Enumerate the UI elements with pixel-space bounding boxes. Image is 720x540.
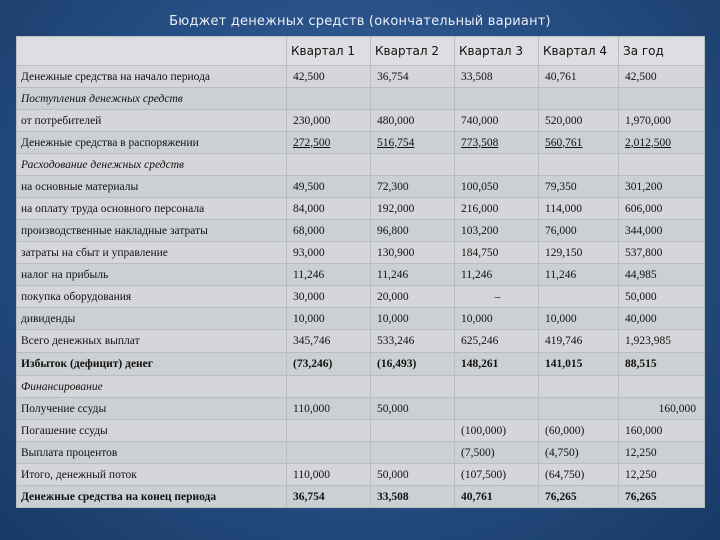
cell-q1: 49,500 bbox=[287, 176, 371, 198]
cell-q1: 230,000 bbox=[287, 110, 371, 132]
row-label: затраты на сбыт и управление bbox=[17, 242, 287, 264]
cell-q1: 110,000 bbox=[287, 398, 371, 420]
row-label: на основные материалы bbox=[17, 176, 287, 198]
cell-q4: 114,000 bbox=[539, 198, 619, 220]
row-label: Денежные средства на конец периода bbox=[17, 486, 287, 508]
cell-q4: 76,265 bbox=[539, 486, 619, 508]
row-spending-header bbox=[17, 154, 705, 176]
cell-q3: 184,750 bbox=[455, 242, 539, 264]
cell-q2: 130,900 bbox=[371, 242, 455, 264]
cell-q4: 79,350 bbox=[539, 176, 619, 198]
cell-year: 88,515 bbox=[619, 353, 705, 376]
cell-year: 160,000 bbox=[619, 398, 705, 420]
cell-q2: 192,000 bbox=[371, 198, 455, 220]
cell-q2: 10,000 bbox=[371, 308, 455, 330]
cell-q3: 103,200 bbox=[455, 220, 539, 242]
cell-q4: 419,746 bbox=[539, 330, 619, 353]
row-dividends bbox=[17, 308, 705, 330]
row-label: Итого, денежный поток bbox=[17, 464, 287, 486]
cell-q4: 141,015 bbox=[539, 353, 619, 376]
row-financing-header bbox=[17, 376, 705, 398]
row-receipts-header bbox=[17, 88, 705, 110]
cell-q1: 272,500 bbox=[287, 132, 371, 154]
cell-q3: 148,261 bbox=[455, 353, 539, 376]
cell-q2 bbox=[371, 420, 455, 442]
cell-q3 bbox=[455, 398, 539, 420]
row-surplus bbox=[17, 353, 705, 376]
cell-year: 40,000 bbox=[619, 308, 705, 330]
row-label: Получение ссуды bbox=[17, 398, 287, 420]
column-header-year: За год bbox=[619, 37, 705, 66]
row-repayment bbox=[17, 420, 705, 442]
cell-q1: 93,000 bbox=[287, 242, 371, 264]
row-label: Всего денежных выплат bbox=[17, 330, 287, 353]
cell-year: 1,923,985 bbox=[619, 330, 705, 353]
cell-q4: 10,000 bbox=[539, 308, 619, 330]
cell-q4: (60,000) bbox=[539, 420, 619, 442]
cell-year: 76,265 bbox=[619, 486, 705, 508]
cell-q4: (4,750) bbox=[539, 442, 619, 464]
cell-q1: 84,000 bbox=[287, 198, 371, 220]
cell-q4 bbox=[539, 398, 619, 420]
row-end-cash bbox=[17, 486, 705, 508]
section-label: Расходование денежных средств bbox=[17, 154, 287, 176]
row-overhead bbox=[17, 220, 705, 242]
cell-q2: 20,000 bbox=[371, 286, 455, 308]
section-label: Поступления денежных средств bbox=[17, 88, 287, 110]
cell-q1: 10,000 bbox=[287, 308, 371, 330]
cell-year: 301,200 bbox=[619, 176, 705, 198]
cell-q1 bbox=[287, 420, 371, 442]
cell-q3: – bbox=[455, 286, 539, 308]
cell-q4: 40,761 bbox=[539, 66, 619, 88]
cell-q1 bbox=[287, 442, 371, 464]
column-header-q2: Квартал 2 bbox=[371, 37, 455, 66]
cell-q2: 96,800 bbox=[371, 220, 455, 242]
row-interest bbox=[17, 442, 705, 464]
cell-q2: 50,000 bbox=[371, 398, 455, 420]
row-loan bbox=[17, 398, 705, 420]
column-header-q1: Квартал 1 bbox=[287, 37, 371, 66]
cell-q3: 216,000 bbox=[455, 198, 539, 220]
cell-q2: 533,246 bbox=[371, 330, 455, 353]
cell-q2: 72,300 bbox=[371, 176, 455, 198]
row-net-flow bbox=[17, 464, 705, 486]
row-label: Выплата процентов bbox=[17, 442, 287, 464]
cell-q1: (73,246) bbox=[287, 353, 371, 376]
cell-q1: 68,000 bbox=[287, 220, 371, 242]
header-blank-cell bbox=[17, 37, 287, 66]
cell-q3: 773,508 bbox=[455, 132, 539, 154]
cell-q1: 11,246 bbox=[287, 264, 371, 286]
row-total-payments bbox=[17, 330, 705, 353]
cell-q2: 516,754 bbox=[371, 132, 455, 154]
section-label: Финансирование bbox=[17, 376, 287, 398]
table-header-row bbox=[17, 37, 705, 66]
cell-year: 537,800 bbox=[619, 242, 705, 264]
cell-q2 bbox=[371, 442, 455, 464]
cell-year: 344,000 bbox=[619, 220, 705, 242]
cell-year: 2,012,500 bbox=[619, 132, 705, 154]
cell-q1: 345,746 bbox=[287, 330, 371, 353]
cell-year: 1,970,000 bbox=[619, 110, 705, 132]
cell-q3: 40,761 bbox=[455, 486, 539, 508]
cell-q3: (107,500) bbox=[455, 464, 539, 486]
row-label: дивиденды bbox=[17, 308, 287, 330]
cell-q4: 76,000 bbox=[539, 220, 619, 242]
cell-q1: 30,000 bbox=[287, 286, 371, 308]
column-header-q4: Квартал 4 bbox=[539, 37, 619, 66]
cell-q1: 36,754 bbox=[287, 486, 371, 508]
cash-budget-table bbox=[16, 36, 705, 508]
cell-q4 bbox=[539, 286, 619, 308]
cell-year: 50,000 bbox=[619, 286, 705, 308]
cell-q2: (16,493) bbox=[371, 353, 455, 376]
cell-q1: 42,500 bbox=[287, 66, 371, 88]
cell-q4: 11,246 bbox=[539, 264, 619, 286]
cell-year: 12,250 bbox=[619, 442, 705, 464]
row-income-tax bbox=[17, 264, 705, 286]
cell-q2: 36,754 bbox=[371, 66, 455, 88]
row-label: налог на прибыль bbox=[17, 264, 287, 286]
row-labor bbox=[17, 198, 705, 220]
cell-year: 160,000 bbox=[619, 420, 705, 442]
cell-q3: 33,508 bbox=[455, 66, 539, 88]
row-materials bbox=[17, 176, 705, 198]
cell-year: 44,985 bbox=[619, 264, 705, 286]
cell-year: 42,500 bbox=[619, 66, 705, 88]
row-label: покупка оборудования bbox=[17, 286, 287, 308]
row-label: от потребителей bbox=[17, 110, 287, 132]
row-sga bbox=[17, 242, 705, 264]
cell-q4: 560,761 bbox=[539, 132, 619, 154]
row-available-cash bbox=[17, 132, 705, 154]
row-label: Избыток (дефицит) денег bbox=[17, 353, 287, 376]
cell-q3: (100,000) bbox=[455, 420, 539, 442]
row-from-customers bbox=[17, 110, 705, 132]
cell-q1: 110,000 bbox=[287, 464, 371, 486]
row-label: Денежные средства в распоряжении bbox=[17, 132, 287, 154]
row-equipment bbox=[17, 286, 705, 308]
slide-title: Бюджет денежных средств (окончательный вариант) bbox=[169, 14, 551, 29]
cell-q2: 50,000 bbox=[371, 464, 455, 486]
row-label: производственные накладные затраты bbox=[17, 220, 287, 242]
cell-q3: 625,246 bbox=[455, 330, 539, 353]
cell-q3: 11,246 bbox=[455, 264, 539, 286]
cell-year: 12,250 bbox=[619, 464, 705, 486]
row-label: Денежные средства на начало периода bbox=[17, 66, 287, 88]
cell-q3: 10,000 bbox=[455, 308, 539, 330]
cell-q4: 520,000 bbox=[539, 110, 619, 132]
cell-q3: (7,500) bbox=[455, 442, 539, 464]
cell-q2: 11,246 bbox=[371, 264, 455, 286]
cell-year: 606,000 bbox=[619, 198, 705, 220]
cell-q3: 100,050 bbox=[455, 176, 539, 198]
row-label: на оплату труда основного персонала bbox=[17, 198, 287, 220]
cell-q3: 740,000 bbox=[455, 110, 539, 132]
cell-q4: (64,750) bbox=[539, 464, 619, 486]
cell-q4: 129,150 bbox=[539, 242, 619, 264]
row-start-cash bbox=[17, 66, 705, 88]
row-label: Погашение ссуды bbox=[17, 420, 287, 442]
cell-q2: 33,508 bbox=[371, 486, 455, 508]
cell-q2: 480,000 bbox=[371, 110, 455, 132]
column-header-q3: Квартал 3 bbox=[455, 37, 539, 66]
